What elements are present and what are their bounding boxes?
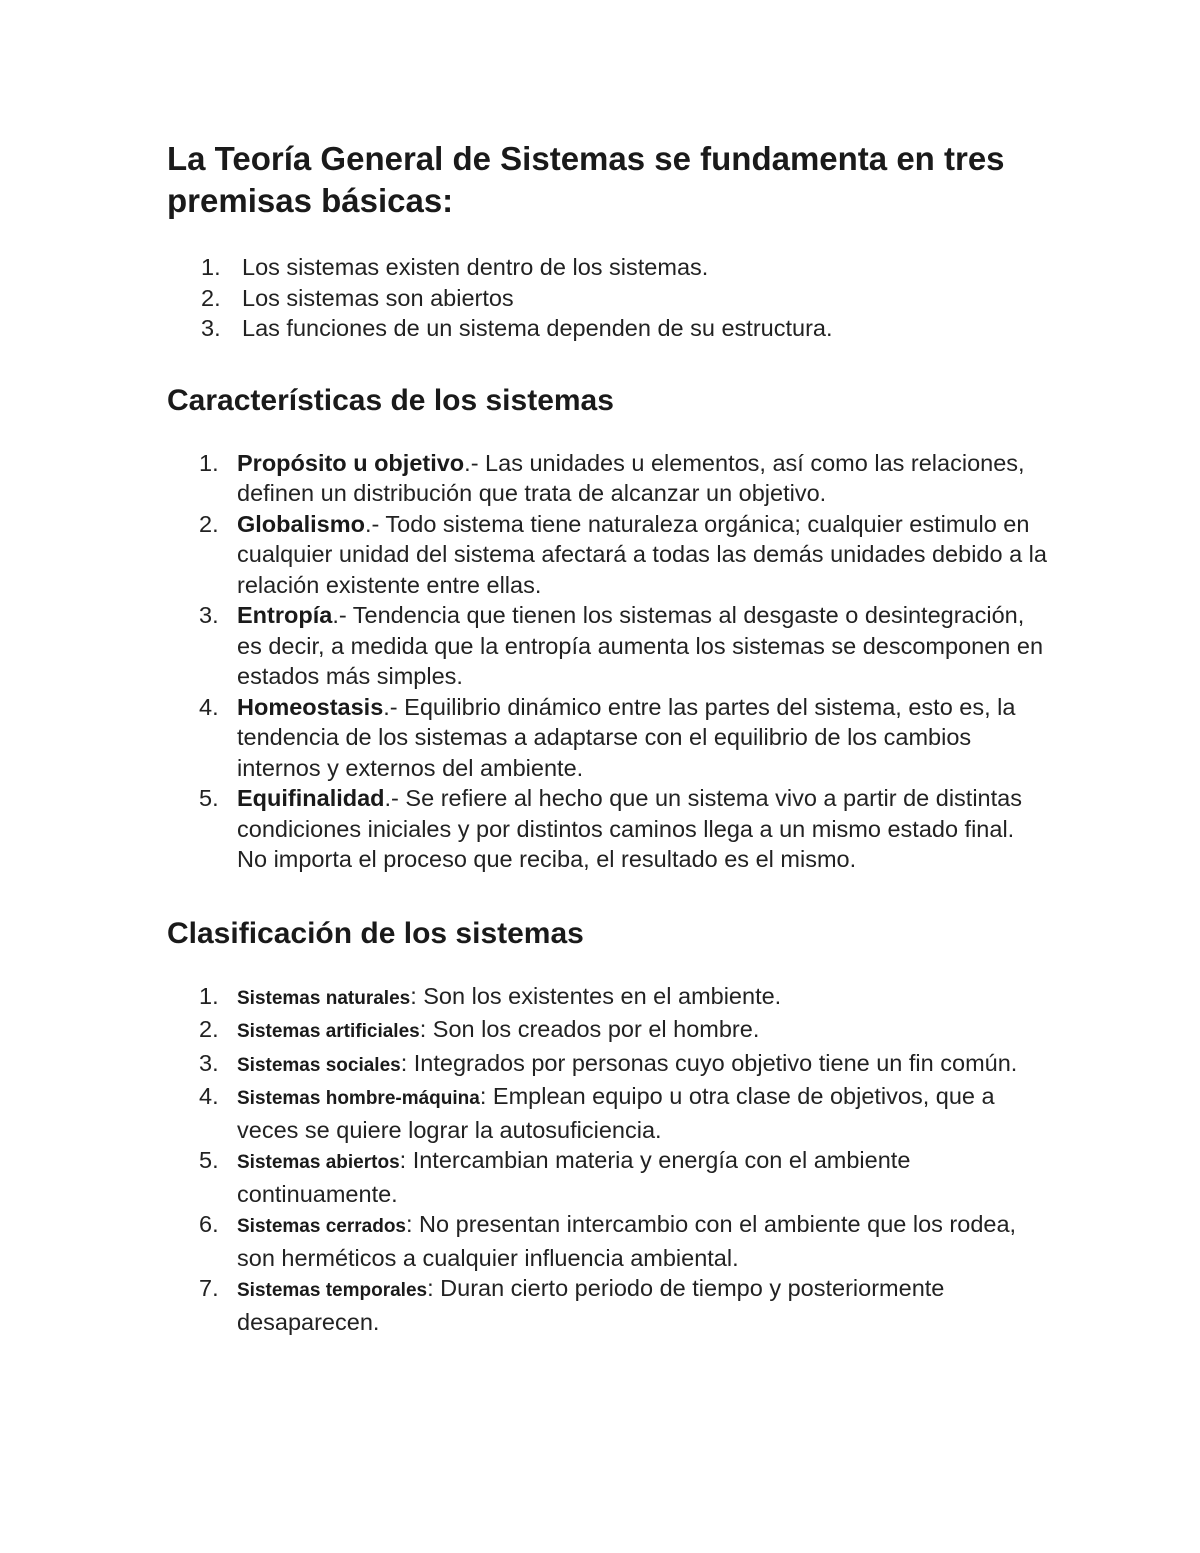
list-item [167,1145,1047,1209]
term-label: Sistemas sociales [237,1054,401,1076]
list-item [167,1209,1047,1273]
term-description: : Intercambian materia y energía con el ambiente continuamente. [237,1147,911,1207]
list-item [167,1081,1047,1145]
term-label: Entropía [237,602,333,628]
list-number: 2. [199,510,219,537]
term-label: Sistemas naturales [237,987,411,1009]
list-number: 3. [199,1049,219,1076]
term-label: Sistemas cerrados [237,1216,406,1237]
term-label: Sistemas temporales [237,1280,428,1301]
premises-list [167,252,1047,344]
list-number: 2. [201,284,221,311]
term-description: .- Se refiere al hecho que un sistema vivo a partir de distintas condiciones iniciales y por distintos caminos llega a un mismo estado final. No importa el proceso que reciba, el resultado es el mismo. [237,785,1022,872]
list-number: 3. [199,602,219,628]
section-heading-classification: Clasificación de los sistemas [167,916,584,950]
list-item-text: Las funciones de un sistema dependen de su estructura. [242,315,833,341]
term-description: : No presentan intercambio con el ambiente que los rodea, son herméticos a cualquier influencia ambiental. [237,1211,1017,1271]
section-heading-characteristics: Características de los sistemas [167,383,614,417]
list-item [167,252,1047,283]
characteristics-list [167,448,1047,875]
list-number: 2. [199,1016,219,1042]
term-description: : Integrados por personas cuyo objetivo tiene un fin común. [400,1049,1018,1076]
list-item [167,981,1047,1015]
term-description: : Son los existentes en el ambiente. [410,982,782,1009]
term-description: .- Todo sistema tiene naturaleza orgánica; cualquier estimulo en cualquier unidad del sistema afectará a todas las demás unidades debido a la relación existente entre ellas. [237,510,1047,598]
term-description: : Son los creados por el hombre. [419,1016,760,1042]
list-item-text: Los sistemas son abiertos [242,284,514,311]
list-item [167,1014,1047,1048]
list-item [167,313,1047,344]
list-item [167,283,1047,314]
list-item [167,1048,1047,1082]
term-description: .- Equilibrio dinámico entre las partes del sistema, esto es, la tendencia de los sistemas a adaptarse con el equilibrio de los cambios internos y externos del ambiente. [237,693,1016,781]
list-number: 1. [199,449,219,476]
term-label: Homeostasis [237,693,384,720]
term-description: .- Las unidades u elementos, así como las relaciones, definen un distribución que trata de alcanzar un objetivo. [237,449,1025,506]
list-item [167,448,1047,509]
document-page [167,138,1047,1337]
list-number: 1. [201,254,221,280]
document-title: La Teoría General de Sistemas se fundamenta en tres premisas básicas: [167,140,1005,219]
term-label: Propósito u objetivo [237,449,465,476]
list-item-text: Los sistemas existen dentro de los sistemas. [242,254,709,280]
list-item [167,692,1047,784]
term-label: Sistemas artificiales [237,1021,420,1042]
list-item [167,1273,1047,1337]
list-item [167,783,1047,875]
list-item [167,509,1047,601]
term-label: Sistemas hombre-máquina [237,1088,480,1109]
list-number: 5. [199,1147,219,1173]
list-number: 4. [199,693,219,720]
term-label: Sistemas abiertos [237,1152,400,1173]
list-number: 4. [199,1083,219,1109]
list-number: 5. [199,785,219,811]
classification-list [167,981,1047,1338]
list-number: 6. [199,1211,219,1237]
term-label: Globalismo [237,510,365,537]
list-number: 3. [201,315,221,341]
term-label: Equifinalidad [237,785,385,811]
list-number: 1. [199,982,219,1009]
term-description: .- Tendencia que tienen los sistemas al desgaste o desintegración, es decir, a medida que la entropía aumenta los sistemas se descomponen en estados más simples. [237,602,1044,689]
list-number: 7. [199,1275,219,1301]
term-description: : Duran cierto periodo de tiempo y posteriormente desaparecen. [237,1275,945,1335]
list-item [167,600,1047,692]
term-description: : Emplean equipo u otra clase de objetivos, que a veces se quiere lograr la autosuficiencia. [237,1083,995,1143]
